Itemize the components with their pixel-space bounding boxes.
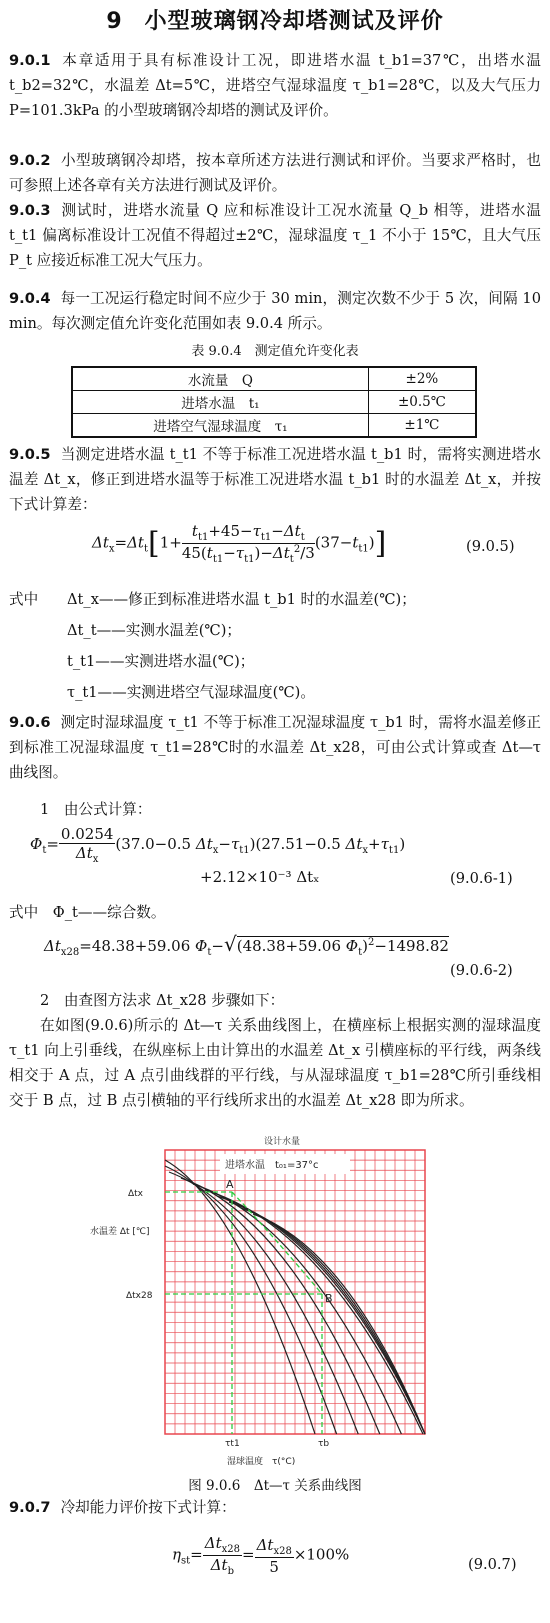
clause-text: 测试时，进塔水流量 Q 应和标准设计工况水流量 Q_b 相等，进塔水温 t_t1 偏离标准设计工况值不得超过±2℃，湿球温度 τ_1 不小于 15℃，且大气压 P_t 应接近标准工况大气压力。 (9, 202, 541, 269)
formula-9-0-6-1: $\Phi_t=$ $\frac{0.0254}{\Delta t_x}$ (37.0−0.5 $\Delta t_x-\tau_{t1})(27.51-0.5$ $\Delta t_x+\tau_{t1}$) (30, 825, 406, 865)
clause-text: 测定时湿球温度 τ_t1 不等于标准工况湿球温度 τ_b1 时，需将水温差修正到标准工况湿球温度 τ_t1=28℃时的水温差 Δt_x28，可由公式计算或查 Δt—τ 曲线图。 (9, 714, 541, 781)
formula-9-0-6-1-line2: +2.12×10⁻³ Δtₓ (200, 868, 320, 886)
table-cell-range: ±2% (368, 367, 476, 391)
x-axis-label: 湿球温度 τ(°C) (227, 1457, 296, 1467)
where-item: t_t1——实测进塔水温(℃)； (67, 653, 255, 670)
delta-t-tau-figure (70, 1130, 490, 1470)
family-curve (165, 1166, 337, 1434)
equation-number: (9.0.5) (466, 538, 515, 555)
table-cell-range: ±0.5℃ (368, 391, 476, 414)
equation-number: (9.0.6-2) (450, 962, 513, 979)
clause-text: 冷却能力评价按下式计算： (60, 1499, 236, 1516)
legend-text: 进塔水温 t₀₁=37°c (225, 1160, 319, 1171)
where-item: Δt_x——修正到标准进塔水温 t_b1 时的水温差(℃)； (67, 591, 416, 608)
table-row (72, 391, 476, 414)
clause-text: 当测定进塔水温 t_t1 不等于标准工况进塔水温 t_b1 时，需将实测进塔水温差 Δt_x，修正到进塔水温等于标准工况进塔水温 t_b1 时的水温差 Δt_x，并按下式计算差： (9, 446, 541, 513)
clause-number: 9.0.3 (9, 202, 51, 219)
clause-9-0-7 (9, 1495, 541, 1520)
clause-number: 9.0.7 (9, 1499, 51, 1516)
table-cell-range: ±1℃ (368, 414, 476, 438)
clause-number: 9.0.5 (9, 446, 51, 463)
tolerance-table (71, 366, 477, 438)
clause-9-0-6-procedure: 在如图(9.0.6)所示的 Δt—τ 关系曲线图上，在横座标上根据实测的湿球温度 τ_t1 向上引垂线，在纵座标上由计算出的水温差 Δt_x 引横座标的平行线，两条线相交于 A 点，过 A 点引曲线群的平行线，与从湿球温度 τ_b1=28℃所引垂线相交于 B 点，过 B 点引横轴的平行线所求出的水温差 Δt_x28 即为所求。 (9, 1017, 541, 1109)
equation-number: (9.0.6-1) (450, 870, 513, 887)
where-item: τ_t1——实测进塔空气湿球温度(℃)。 (67, 684, 315, 701)
family-curve (253, 1214, 425, 1434)
figure-caption: 图 9.0.6 Δt—τ 关系曲线图 (188, 1478, 362, 1494)
table-cell-item: 进塔空气湿球温度 τ₁ (72, 414, 368, 438)
clause-text: 本章适用于具有标准设计工况，即进塔水温 t_b1=37℃，出塔水温 t_b2=32℃，水温差 Δt=5℃，进塔空气湿球温度 τ_b1=28℃，以及大气压力 P=101.3kPa 的小型玻璃钢冷却塔的测试及评价。 (9, 52, 541, 119)
clause-text: 小型玻璃钢冷却塔，按本章所述方法进行测试和评价。当要求严格时，也可参照上述各章有关方法进行测试及评价。 (9, 152, 541, 194)
table-row (72, 414, 476, 438)
clause-9-0-2 (9, 148, 541, 198)
figure-top-label: 设计水量 (264, 1137, 301, 1147)
clause-number: 9.0.2 (9, 152, 51, 169)
step-two: 2 由查图方法求 Δt_x28 步骤如下： (40, 992, 285, 1009)
table-cell-item: 水流量 Q (72, 367, 368, 391)
guide-curve-a-b (232, 1192, 322, 1294)
y-mark-dtx28: Δtx28 (126, 1291, 153, 1301)
clause-number: 9.0.4 (9, 290, 51, 307)
clause-9-0-3 (9, 198, 541, 273)
point-b-label: B (325, 1292, 333, 1305)
x-mark-taub: τb (318, 1439, 330, 1449)
table-row (72, 367, 476, 391)
y-mark-dtx: Δtx (128, 1189, 144, 1199)
table-caption: 表 9.0.4 测定值允许变化表 (191, 344, 359, 359)
chapter-number: 9 (106, 9, 123, 34)
table-cell-item: 进塔水温 t₁ (72, 391, 368, 414)
family-curve (229, 1202, 425, 1434)
formula-9-0-5: $\Delta t_x=\Delta t_t[1+$ $\frac{t_{t1}+45-\tau_{t1}-\Delta t_t}{45(t_{t1}-\tau_{t1})-\Delta t_t^2/3}$ $(37-t_{t1})$] (92, 522, 387, 565)
y-axis-label: 水温差 Δt [℃] (90, 1227, 150, 1237)
clause-9-0-6 (9, 710, 541, 785)
clause-text: 每一工况运行稳定时间不应少于 30 min，测定次数不少于 5 次，间隔 10 min。每次测定值允许变化范围如表 9.0.4 所示。 (9, 290, 541, 332)
family-curve (193, 1184, 401, 1434)
where-phi: 式中 Φ_t——综合数。 (9, 904, 166, 921)
chapter-title-text: 小型玻璃钢冷却塔测试及评价 (144, 9, 444, 34)
equation-number: (9.0.7) (468, 1556, 517, 1573)
formula-9-0-7: $\eta_{st}=$ $\frac{\Delta t_{x28}}{\Delta t_b}$ = $\frac{\Delta t_{x28}}{5}$ ×100% (172, 1534, 350, 1577)
chapter-title (0, 4, 550, 35)
family-curve (181, 1178, 380, 1434)
clause-number: 9.0.1 (9, 52, 51, 69)
point-a-label: A (226, 1178, 234, 1191)
where-label: 式中 (9, 591, 39, 608)
x-mark-taut1: τt1 (225, 1439, 240, 1449)
clause-number: 9.0.6 (9, 714, 51, 731)
clause-9-0-1 (9, 48, 541, 123)
clause-9-0-4 (9, 286, 541, 336)
formula-9-0-6-2: $\Delta t_{x28}=48.38+59.06$ $\Phi_t-√(48.38+59.06$ $\Phi_t)^2-1498.82$ (44, 932, 449, 958)
step-one: 1 由公式计算： (40, 801, 152, 818)
where-item: Δt_t——实测水温差(℃)； (67, 622, 242, 639)
clause-9-0-5 (9, 442, 541, 517)
